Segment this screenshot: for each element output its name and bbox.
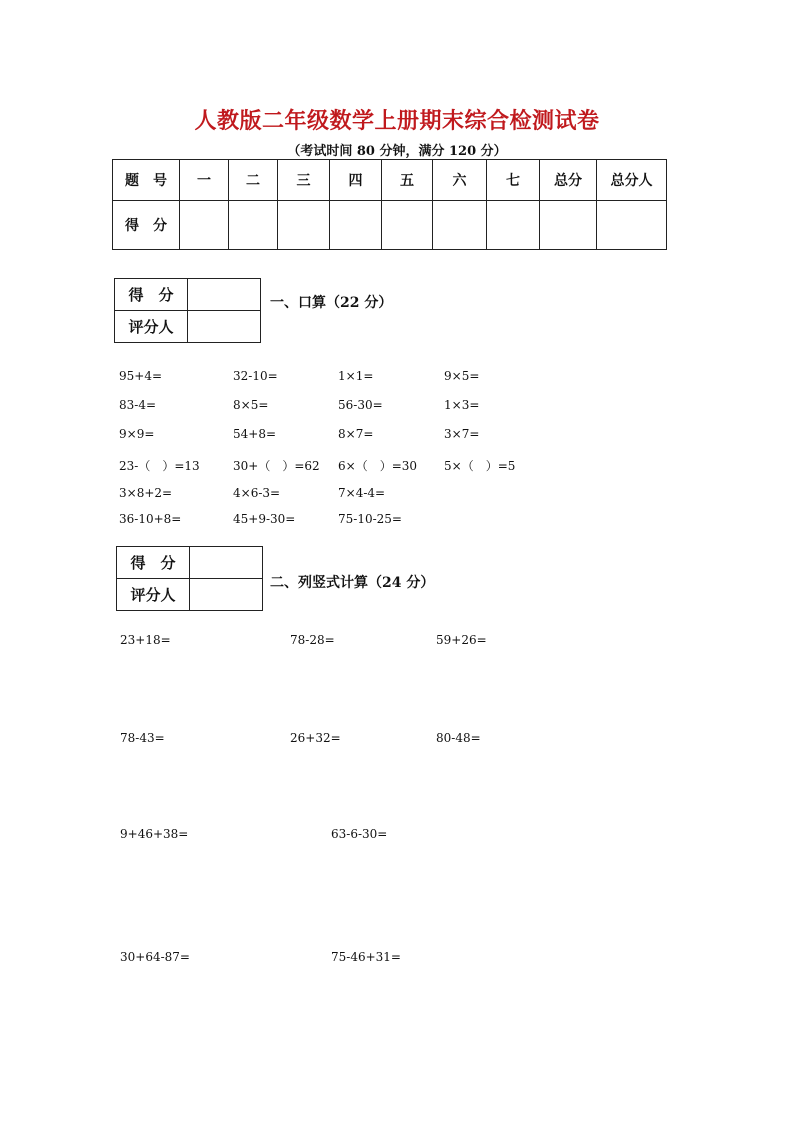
section1-title: 一、口算（22 分） <box>270 295 393 311</box>
column-header: 三 <box>278 160 330 201</box>
grader-score-label: 得 分 <box>117 547 190 579</box>
row-label-question-number: 题 号 <box>113 160 180 201</box>
problem: 7×4-4= <box>338 486 386 500</box>
problem: 78-43= <box>120 731 165 745</box>
column-header: 一 <box>180 160 229 201</box>
problem: 23-（ ）=13 <box>119 459 200 473</box>
problem: 95+4= <box>119 369 163 383</box>
score-cell[interactable] <box>330 201 382 250</box>
section1-grader-box <box>114 278 261 343</box>
problem: 8×7= <box>338 427 374 441</box>
problem: 75-46+31= <box>331 950 401 964</box>
column-header-total: 总分 <box>540 160 597 201</box>
score-cell[interactable] <box>540 201 597 250</box>
grader-score-cell[interactable] <box>188 279 261 311</box>
section2-title: 二、列竖式计算（24 分） <box>270 575 435 591</box>
problem: 56-30= <box>338 398 383 412</box>
problem: 1×1= <box>338 369 374 383</box>
grader-score-cell[interactable] <box>190 547 263 579</box>
problem: 5×（ ）=5 <box>444 459 516 473</box>
grader-name-label: 评分人 <box>117 579 190 611</box>
score-cell[interactable] <box>382 201 433 250</box>
problem: 80-48= <box>436 731 481 745</box>
row-label-score: 得 分 <box>113 201 180 250</box>
problem: 83-4= <box>119 398 157 412</box>
score-cell[interactable] <box>180 201 229 250</box>
column-header: 七 <box>487 160 540 201</box>
problem: 63-6-30= <box>331 827 388 841</box>
problem: 9+46+38= <box>120 827 189 841</box>
problem: 30+（ ）=62 <box>233 459 320 473</box>
problem: 59+26= <box>436 633 487 647</box>
problem: 8×5= <box>233 398 269 412</box>
column-header: 六 <box>433 160 487 201</box>
problem: 75-10-25= <box>338 512 402 526</box>
score-table <box>112 159 667 250</box>
score-table-header-row <box>113 160 667 201</box>
score-cell[interactable] <box>229 201 278 250</box>
problem: 6×（ ）=30 <box>338 459 418 473</box>
column-header: 五 <box>382 160 433 201</box>
problem: 9×9= <box>119 427 155 441</box>
grader-name-label: 评分人 <box>115 311 188 343</box>
problem: 23+18= <box>120 633 171 647</box>
problem: 26+32= <box>290 731 341 745</box>
exam-subtitle: （考试时间 80 分钟，满分 120 分） <box>287 144 507 159</box>
problem: 4×6-3= <box>233 486 281 500</box>
problem: 32-10= <box>233 369 278 383</box>
grader-score-label: 得 分 <box>115 279 188 311</box>
problem: 54+8= <box>233 427 277 441</box>
grader-name-cell[interactable] <box>188 311 261 343</box>
problem: 3×8+2= <box>119 486 173 500</box>
column-header: 四 <box>330 160 382 201</box>
exam-title: 人教版二年级数学上册期末综合检测试卷 <box>194 108 600 134</box>
problem: 45+9-30= <box>233 512 296 526</box>
score-cell[interactable] <box>597 201 667 250</box>
problem: 1×3= <box>444 398 480 412</box>
problem: 78-28= <box>290 633 335 647</box>
score-cell[interactable] <box>278 201 330 250</box>
section2-grader-box <box>116 546 263 611</box>
score-cell[interactable] <box>433 201 487 250</box>
score-table-score-row <box>113 201 667 250</box>
score-cell[interactable] <box>487 201 540 250</box>
grader-name-cell[interactable] <box>190 579 263 611</box>
column-header: 二 <box>229 160 278 201</box>
column-header-total-grader: 总分人 <box>597 160 667 201</box>
problem: 36-10+8= <box>119 512 182 526</box>
problem: 30+64-87= <box>120 950 190 964</box>
problem: 3×7= <box>444 427 480 441</box>
problem: 9×5= <box>444 369 480 383</box>
